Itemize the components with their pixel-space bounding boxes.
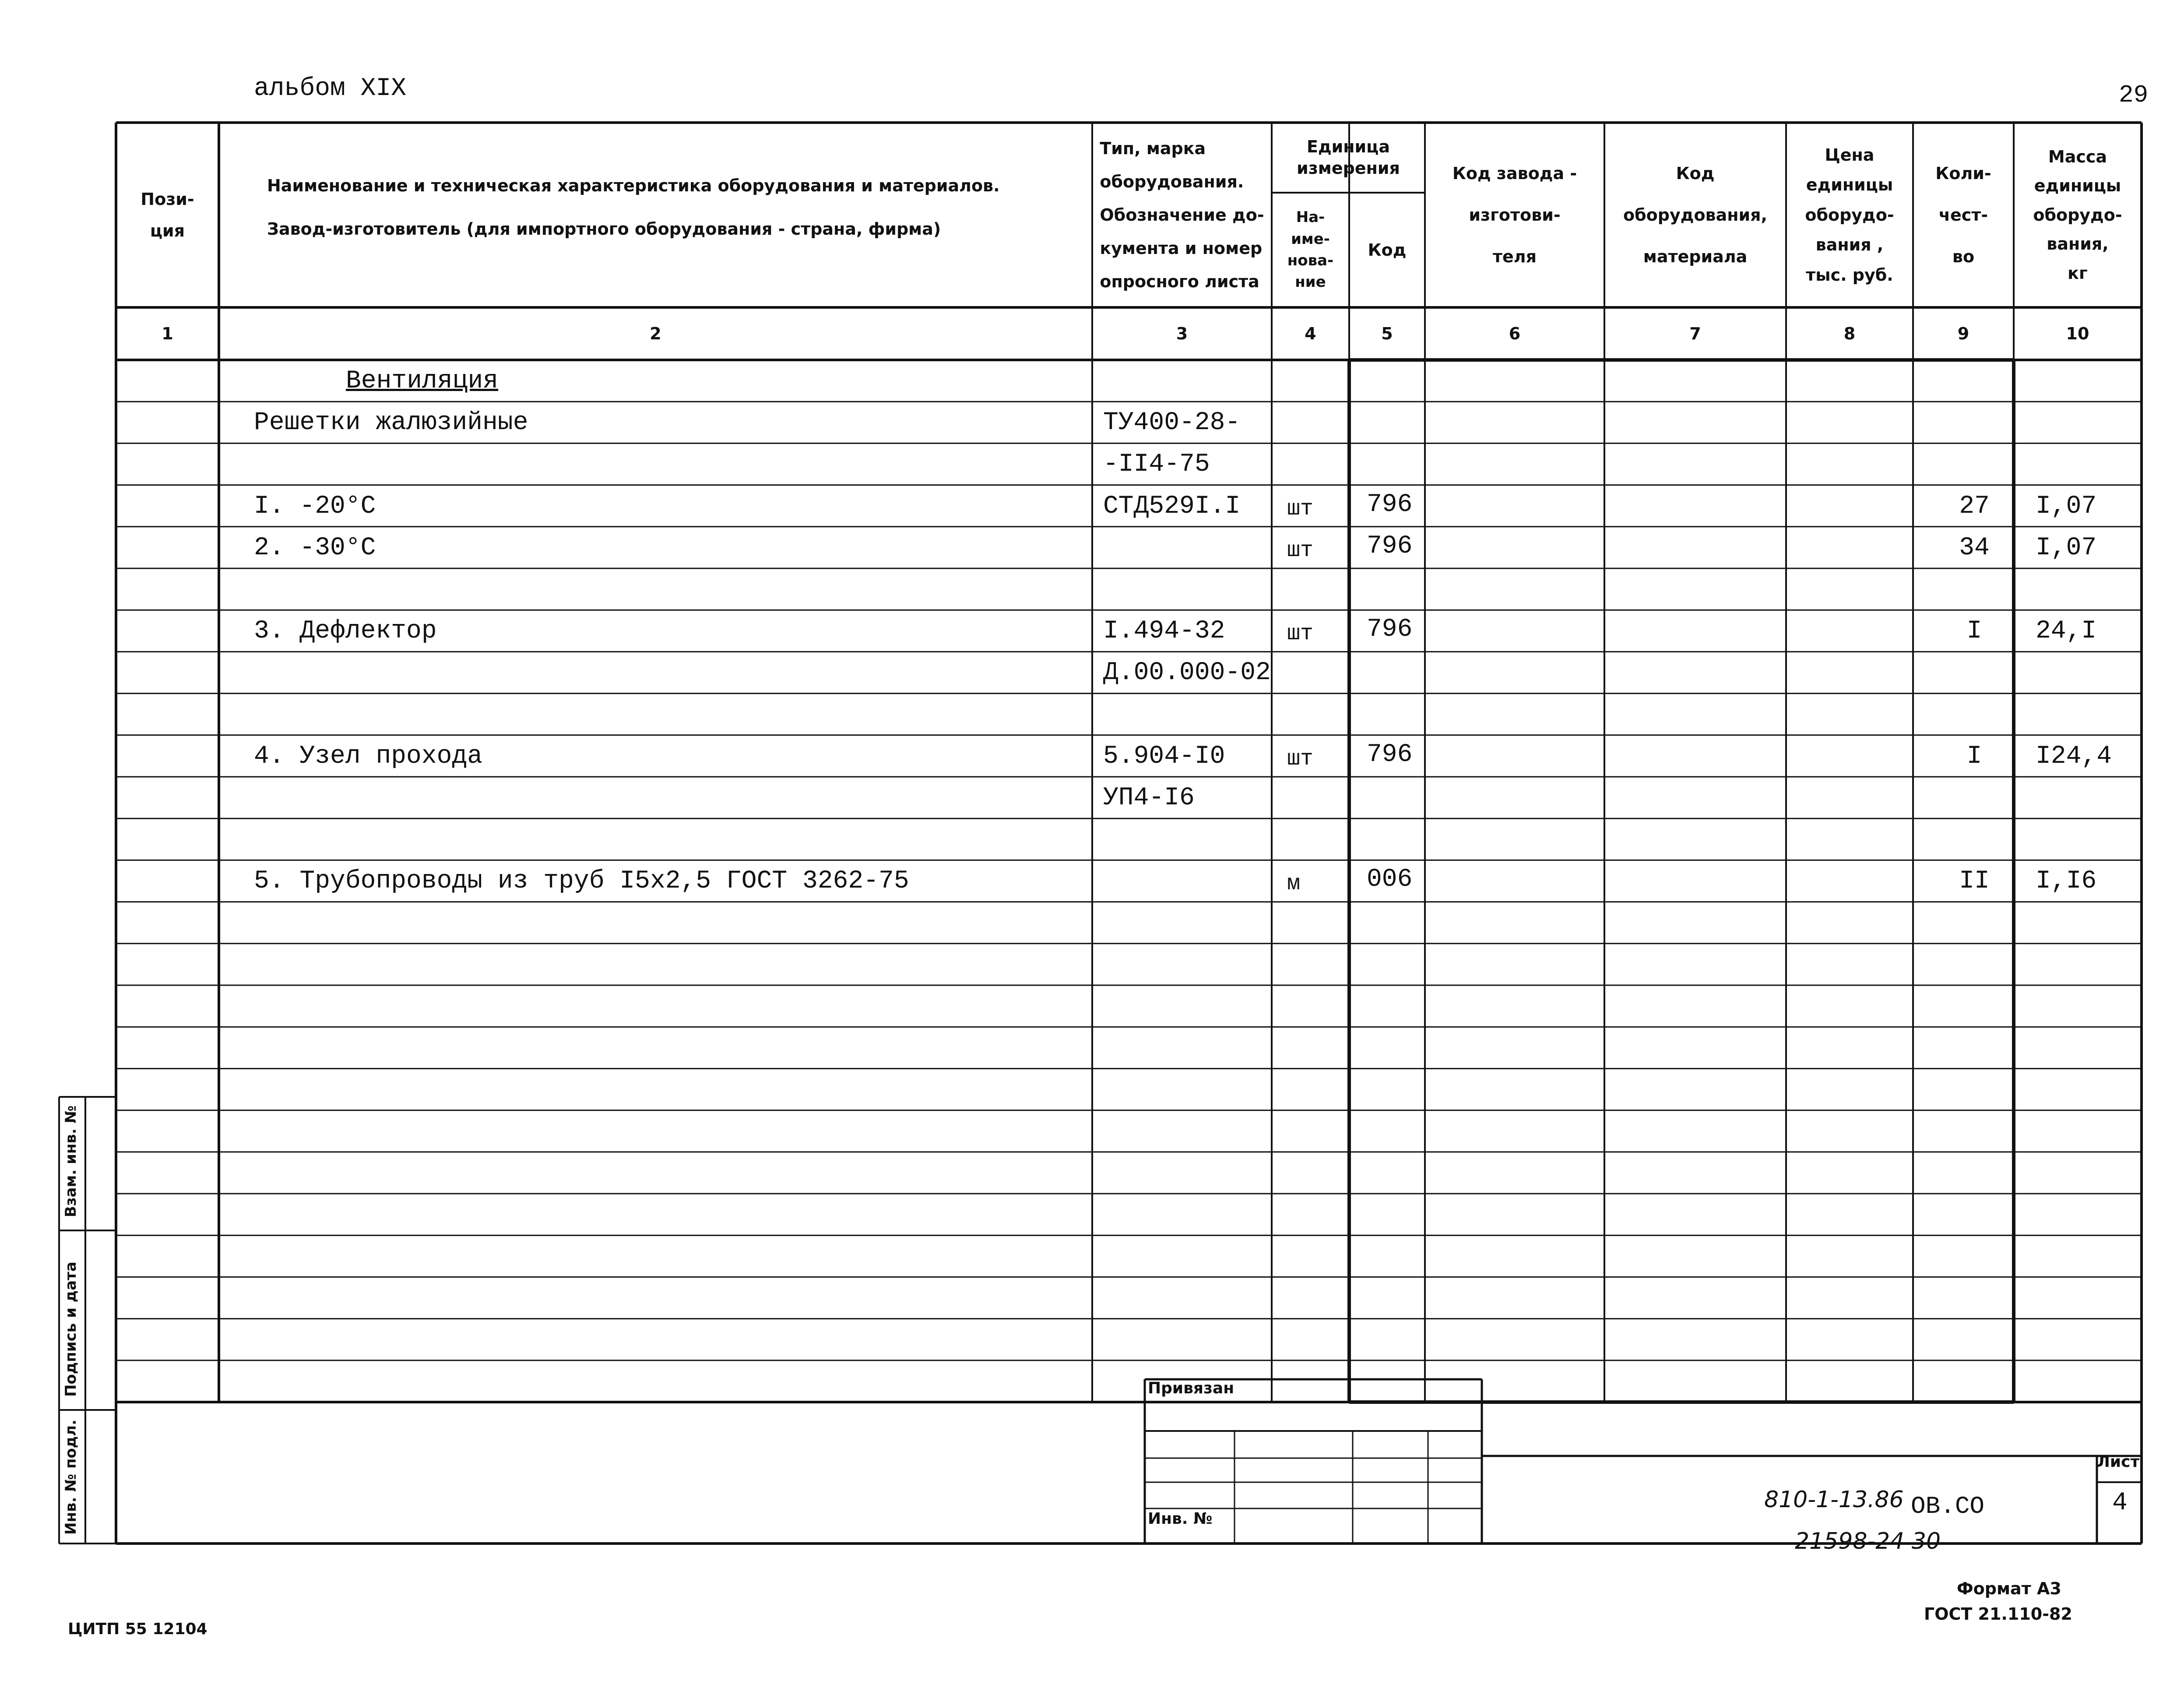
column-number-4: 4	[1305, 324, 1316, 343]
column-number-7: 7	[1689, 324, 1701, 343]
side-label-inv-podl: Инв. № подл.	[62, 1419, 80, 1535]
designation-handwritten: 810-1-13.86	[1764, 1487, 1904, 1513]
item-document: СТД529I.I	[1103, 492, 1241, 521]
column-number-10: 10	[2066, 324, 2089, 343]
designation-type: ОВ.СО	[1911, 1492, 1985, 1520]
column-number-1: 1	[162, 324, 173, 343]
album-label: альбом XIX	[254, 74, 407, 103]
item-mass: I,07	[2036, 533, 2097, 562]
item-name: 5. Трубопроводы из труб I5x2,5 ГОСТ 3262-75	[254, 867, 909, 896]
item-quantity: I	[1966, 742, 1982, 771]
item-name: Решетки жалюзийные	[254, 409, 528, 437]
item-unit: шт	[1287, 496, 1314, 522]
column-number-8: 8	[1843, 324, 1856, 343]
item-document: УП4-I6	[1103, 784, 1195, 812]
column-number-9: 9	[1957, 324, 1969, 343]
item-document: I.494-32	[1103, 617, 1225, 646]
item-document: ТУ400-28-	[1103, 409, 1241, 437]
page-number: 29	[2119, 81, 2149, 109]
header-factory-code: Код завода - изготови- теля	[1452, 163, 1577, 266]
item-unit-code: 796	[1367, 615, 1413, 644]
item-mass: I24,4	[2036, 742, 2112, 771]
item-document: 5.904-I0	[1103, 742, 1225, 771]
item-mass: I,07	[2036, 492, 2097, 521]
item-quantity: I	[1966, 617, 1982, 646]
item-name: Вентиляция	[346, 367, 499, 395]
column-number-5: 5	[1381, 324, 1393, 343]
header-mass: Масса единицы оборудо- вания, кг	[2033, 147, 2122, 283]
item-name: 2. -30°C	[254, 533, 376, 562]
item-unit-code: 006	[1367, 865, 1413, 894]
item-name: 3. Дефлектор	[254, 617, 437, 646]
format-label: Формат А3	[1957, 1579, 2061, 1598]
privyazan-label: Привязан	[1148, 1379, 1234, 1397]
header-position: Пози- ция	[141, 189, 194, 240]
item-unit-code: 796	[1367, 490, 1413, 519]
item-mass: 24,I	[2036, 617, 2097, 646]
header-unit: Единица измерения	[1297, 137, 1400, 178]
header-price: Цена единицы оборудо- вания , тыс. руб.	[1805, 145, 1894, 285]
item-unit: шт	[1287, 746, 1314, 772]
item-name: I. -20°C	[254, 492, 376, 521]
item-name: 4. Узел прохода	[254, 742, 483, 771]
column-number-2: 2	[650, 324, 661, 343]
side-label-podpis: Подпись и дата	[62, 1262, 80, 1397]
item-unit-code: 796	[1367, 532, 1413, 560]
column-number-3: 3	[1176, 324, 1188, 343]
item-mass: I,I6	[2036, 867, 2097, 896]
header-equipment-code: Код оборудования, материала	[1623, 163, 1767, 266]
side-label-vzam: Взам. инв. №	[62, 1105, 80, 1217]
item-unit: м	[1287, 871, 1301, 897]
item-unit: шт	[1287, 621, 1314, 647]
header-name: Наименование и техническая характеристика оборудования и материалов. Завод-изготовитель (для импортного оборудования - страна, фирма)	[267, 176, 1000, 239]
footer-code: ЦИТП 55 12104	[68, 1620, 207, 1638]
column-number-6: 6	[1509, 324, 1521, 343]
inv-no-label: Инв. №	[1148, 1510, 1213, 1528]
item-unit-code: 796	[1367, 740, 1413, 769]
item-quantity: 27	[1959, 492, 1990, 521]
header-unit-name: На- име- нова- ние	[1287, 208, 1334, 291]
list-number: 4	[2112, 1489, 2128, 1517]
bottom-handwritten: 21598-24 30	[1795, 1528, 1941, 1554]
header-quantity: Коли- чест- во	[1935, 163, 1991, 266]
list-label: Лист	[2097, 1453, 2140, 1471]
item-unit: шт	[1287, 538, 1314, 563]
item-document: -II4-75	[1103, 450, 1210, 479]
item-quantity: 34	[1959, 533, 1990, 562]
gost-label: ГОСТ 21.110-82	[1924, 1604, 2072, 1624]
header-type: Тип, марка оборудования. Обозначение до- кумента и номер опросного листа	[1100, 139, 1264, 291]
header-unit-code: Код	[1368, 240, 1407, 260]
item-document: Д.00.000-02	[1103, 659, 1271, 687]
item-quantity: II	[1959, 867, 1990, 896]
